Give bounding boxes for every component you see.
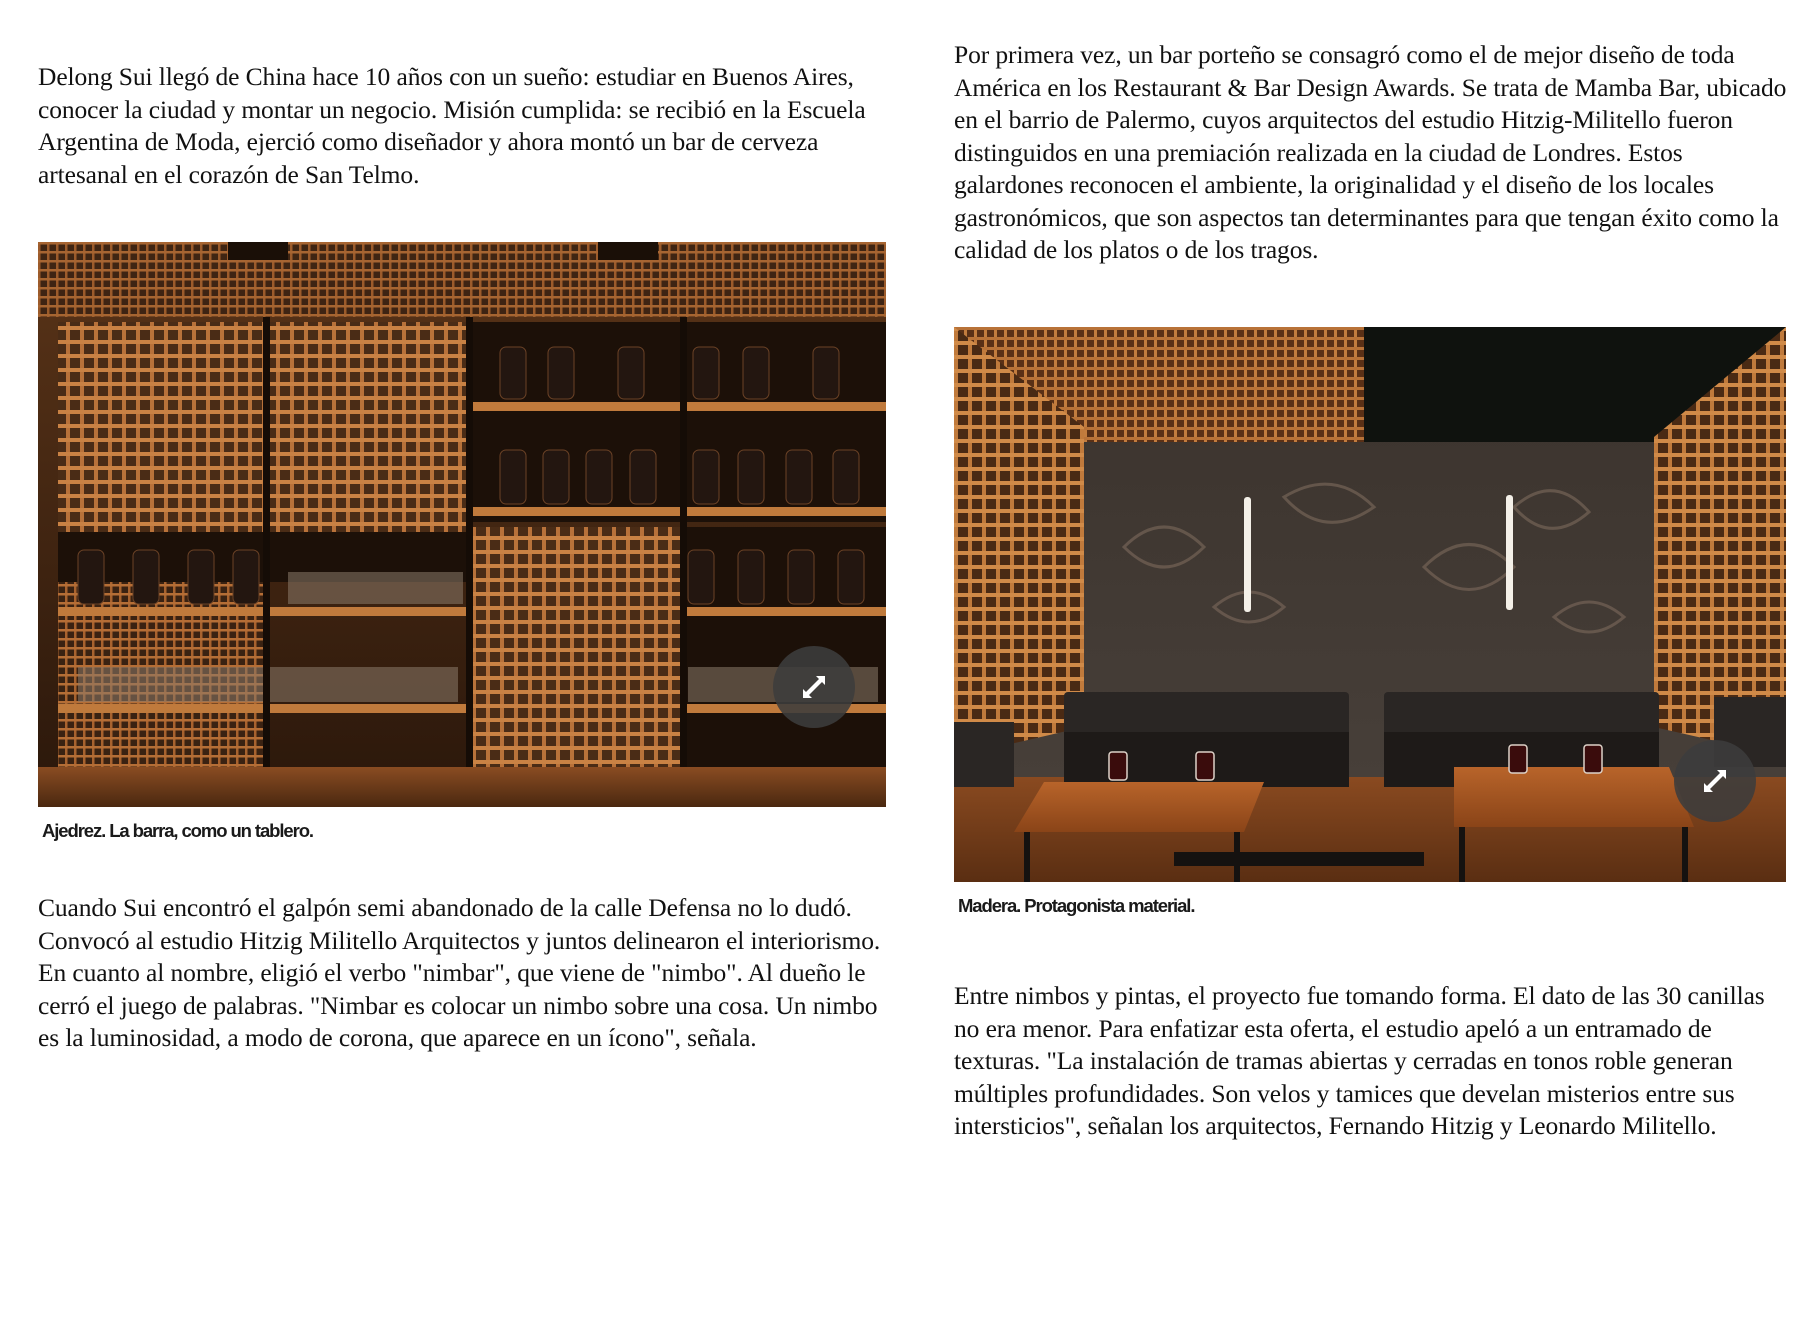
booth-seating-photo (954, 327, 1786, 882)
left-intro-paragraph: Delong Sui llegó de China hace 10 años con un sueño: estudiar en Buenos Aires, conocer la ciudad y montar un negocio. Misión cumplida: se recibió en la Escuela Argentina de Moda, ejerció como diseñador y ahora montó un bar de cerveza artesanal en el corazón de San Telmo. (38, 62, 866, 189)
left-second-paragraph: Cuando Sui encontró el galpón semi abandonado de la calle Defensa no lo dudó. Convocó al estudio Hitzig Militello Arquitectos y juntos delinearon el interiorismo. En cuanto al nombre, eligió el verbo "nimbar", que viene de "nimbo". Al dueño le cerró el juego de palabras. "Nimbar es colocar un nimbo sobre una cosa. Un nimbo es la luminosidad, a modo de corona, que aparece en un ícono", señala. (38, 893, 881, 1052)
booth-seating-illustration (954, 327, 1786, 882)
right-second-paragraph: Entre nimbos y pintas, el proyecto fue tomando forma. El dato de las 30 canillas no era menor. Para enfatizar esta oferta, el estudio apeló a un entramado de texturas. "La instalación de tramas abiertas y cerradas en tonos roble generan múltiples profundidades. Son velos y tamices que develan misterios entre sus intersticios", señalan los arquitectos, Fernando Hitzig y Leonardo Militello. (954, 981, 1765, 1140)
expand-arrows-icon (1700, 766, 1730, 796)
left-image-caption: Ajedrez. La barra, como un tablero. (42, 820, 313, 841)
right-image-caption: Madera. Protagonista material. (958, 895, 1195, 916)
right-expand-button[interactable] (1674, 740, 1756, 822)
right-intro-paragraph: Por primera vez, un bar porteño se consagró como el de mejor diseño de toda América en los Restaurant & Bar Design Awards. Se trata de Mamba Bar, ubicado en el barrio de Palermo, cuyos arquitectos del estudio Hitzig-Militello fueron distinguidos en una premiación realizada en la ciudad de Londres. Estos galardones reconocen el ambiente, la originalidad y el diseño de los locales gastronómicos, que son aspectos tan determinantes para que tengan éxito como la calidad de los platos o de los tragos. (954, 40, 1787, 264)
bar-shelves-illustration (38, 242, 886, 807)
bar-shelves-photo (38, 242, 886, 807)
expand-arrows-icon (799, 672, 829, 702)
left-expand-button[interactable] (773, 646, 855, 728)
